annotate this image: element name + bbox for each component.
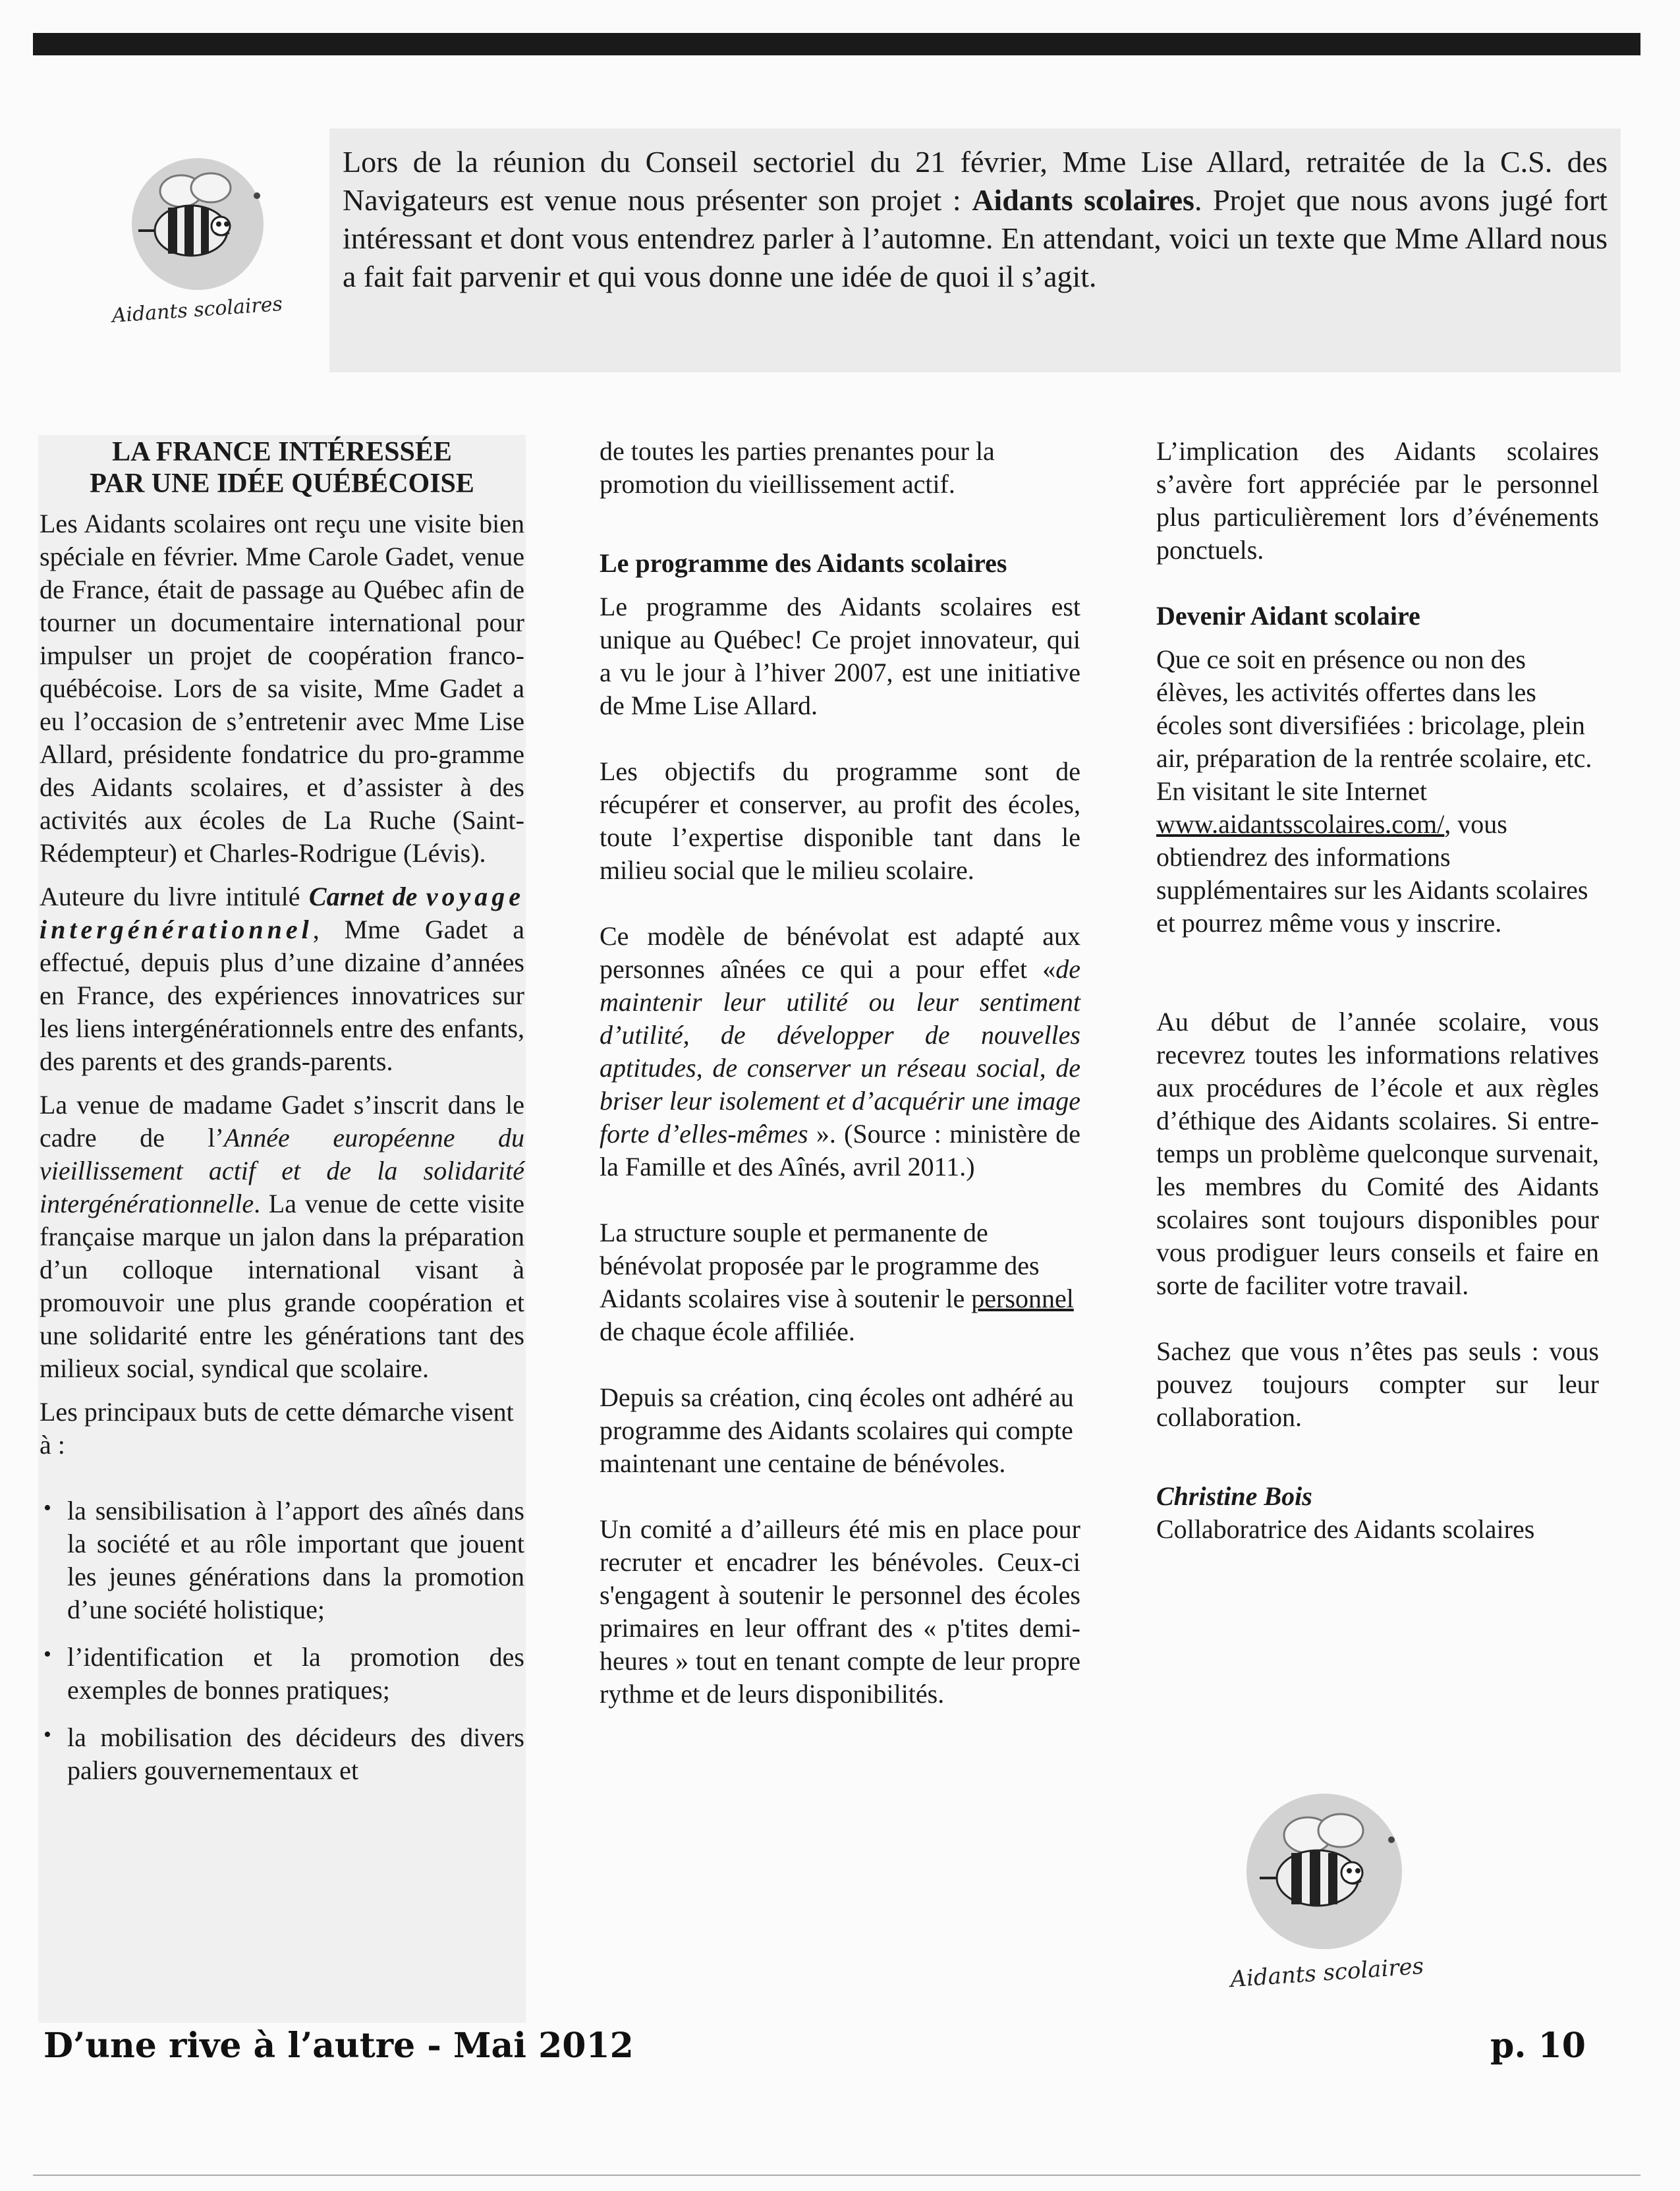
article-paragraph: Depuis sa création, cinq écoles ont adhéré au programme des Aidants scolaires qui compte maintenant une centaine de bénévoles. <box>600 1382 1074 1478</box>
article-paragraph: La structure souple et permanente de bénévolat proposée par le programme des Aidants scolaires vise à soutenir le personnel de chaque école affiliée. <box>600 1218 1074 1346</box>
section-heading-become: Devenir Aidant scolaire <box>1156 601 1420 631</box>
article-paragraph: Que ce soit en présence ou non des élèves, les activités offertes dans les écoles sont diversifiées : bricolage, plein air, préparation de la rentrée scolaire, etc. En visitant le site Internet www.aidantsscolaires.com/, vous obtiendrez des informations supplémentaires sur les Aidants scolaires et pourrez même vous y inscrire. <box>1156 644 1592 938</box>
top-rule <box>33 33 1640 55</box>
article-paragraph: Sachez que vous n’êtes pas seuls : vous pouvez toujours compter sur leur collaboration. <box>1156 1336 1599 1432</box>
list-item: • l’identification et la promotion des exemples de bonnes pratiques; <box>40 1641 524 1707</box>
article-paragraph: La venue de madame Gadet s’inscrit dans le cadre de l’Année européenne du vieillissement actif et de la solidarité intergénérationnelle. La venue de cette visite française marque un jalon dans la préparation d’un colloque international visant à promouvoir une plus grande coopération et une solidarité entre les générations tant des milieux social, syndical que scolaire. <box>40 1090 524 1383</box>
intro-logo-caption: Aidants scolaires <box>111 293 283 328</box>
article-paragraph: Les objectifs du programme sont de récupérer et conserver, au profit des écoles, toute l’expertise disponible tant dans le milieu social que le milieu scolaire. <box>600 756 1080 885</box>
publication-footer: D’une rive à l’autre - Mai 2012 <box>43 2026 634 2066</box>
intro-box <box>329 128 1621 372</box>
article-paragraph: Un comité a d’ailleurs été mis en place pour recruter et encadrer les bénévoles. Ceux-ci s'engagent à soutenir le personnel des écoles primaires en leur offrant des « p'tites demi-heures » tout en tenant compte de leur propre rythme et de leurs disponibilités. <box>600 1514 1080 1709</box>
aidants-scolaires-logo-bottom <box>1219 1779 1436 2003</box>
article-paragraph: Ce modèle de bénévolat est adapté aux personnes aînées ce qui a pour effet «de maintenir leur utilité ou leur sentiment d’utilité, de développer de nouvelles aptitudes, de conserver un réseau social, de briser leur isolement et d’acquérir une image forte d’elles-mêmes ». (Source : ministère de la Famille et des Aînés, avril 2011.) <box>600 921 1080 1181</box>
author-name: Christine Bois <box>1156 1481 1312 1511</box>
article-column-2 <box>600 435 1080 1711</box>
article-paragraph: Au début de l’année scolaire, vous recevrez toutes les informations relatives aux procédures de l’école et aux règles d’éthique des Aidants scolaires. Si entre-temps un problème quelconque survenait, les membres du Comité des Aidants scolaires sont toujours disponibles pour vous prodiguer leurs conseils et faire en sorte de faciliter votre travail. <box>1156 1007 1599 1300</box>
article-title: LA FRANCE INTÉRESSÉE PAR UNE IDÉE QUÉBÉCOISE <box>90 437 474 499</box>
bottom-logo-caption: Aidants scolaires <box>1229 1952 1425 1993</box>
article-paragraph: Les principaux buts de cette démarche visent à : <box>40 1397 514 1460</box>
list-item: • la mobilisation des décideurs des divers paliers gouvernementaux et <box>40 1721 524 1787</box>
page-number: p. 10 <box>1490 2026 1586 2066</box>
section-heading-program: Le programme des Aidants scolaires <box>600 548 1007 578</box>
article-column-3 <box>1156 435 1599 1546</box>
article-paragraph: L’implication des Aidants scolaires s’avère fort appréciée par le personnel plus particulièrement lors d’événements ponctuels. <box>1156 436 1599 565</box>
article-paragraph: Auteure du livre intitulé Carnet de voyage intergénérationnel, Mme Gadet a effectué, depuis plus d’une dizaine d’années en France, des expériences innovatrices sur les liens intergénérationnels entre des enfants, des parents et des grands-parents. <box>40 882 524 1076</box>
article-paragraph: de toutes les parties prenantes pour la promotion du vieillissement actif. <box>600 436 995 499</box>
website-link[interactable]: www.aidantsscolaires.com/ <box>1156 809 1445 839</box>
aidants-scolaires-logo <box>99 142 296 339</box>
article-paragraph: Le programme des Aidants scolaires est unique au Québec! Ce projet innovateur, qui a vu le jour à l’hiver 2007, est une initiative de Mme Lise Allard. <box>600 592 1080 720</box>
author-role: Collaboratrice des Aidants scolaires <box>1156 1514 1535 1544</box>
bottom-rule <box>33 2175 1640 2176</box>
goals-list <box>40 1494 524 1787</box>
list-item: • la sensibilisation à l’apport des aînés dans la société et au rôle important que jouent les jeunes générations dans la promotion d’une société holistique; <box>40 1494 524 1626</box>
intro-text: Lors de la réunion du Conseil sectoriel du 21 février, Mme Lise Allard, retraitée de la C.S. des Navigateurs est venue nous présenter son projet : Aidants scolaires. Projet que nous avons jugé fort intéressant et dont vous entendrez parler à l’automne. En attendant, voici un texte que Mme Allard nous a fait fait parvenir et qui vous donne une idée de quoi il s’agit. <box>343 145 1608 293</box>
article-paragraph: Les Aidants scolaires ont reçu une visite bien spéciale en février. Mme Carole Gadet, venue de France, était de passage au Québec afin de tourner un documentaire international pour impulser un projet de coopération franco-québécoise. Lors de sa visite, Mme Gadet a eu l’occasion de s’entretenir avec Mme Lise Allard, présidente fondatrice du pro-gramme des Aidants scolaires, et d’assister à des activités aux écoles de La Ruche (Saint-Rédempteur) et Charles-Rodrigue (Lévis). <box>40 509 524 868</box>
article-column-1 <box>38 435 526 2023</box>
